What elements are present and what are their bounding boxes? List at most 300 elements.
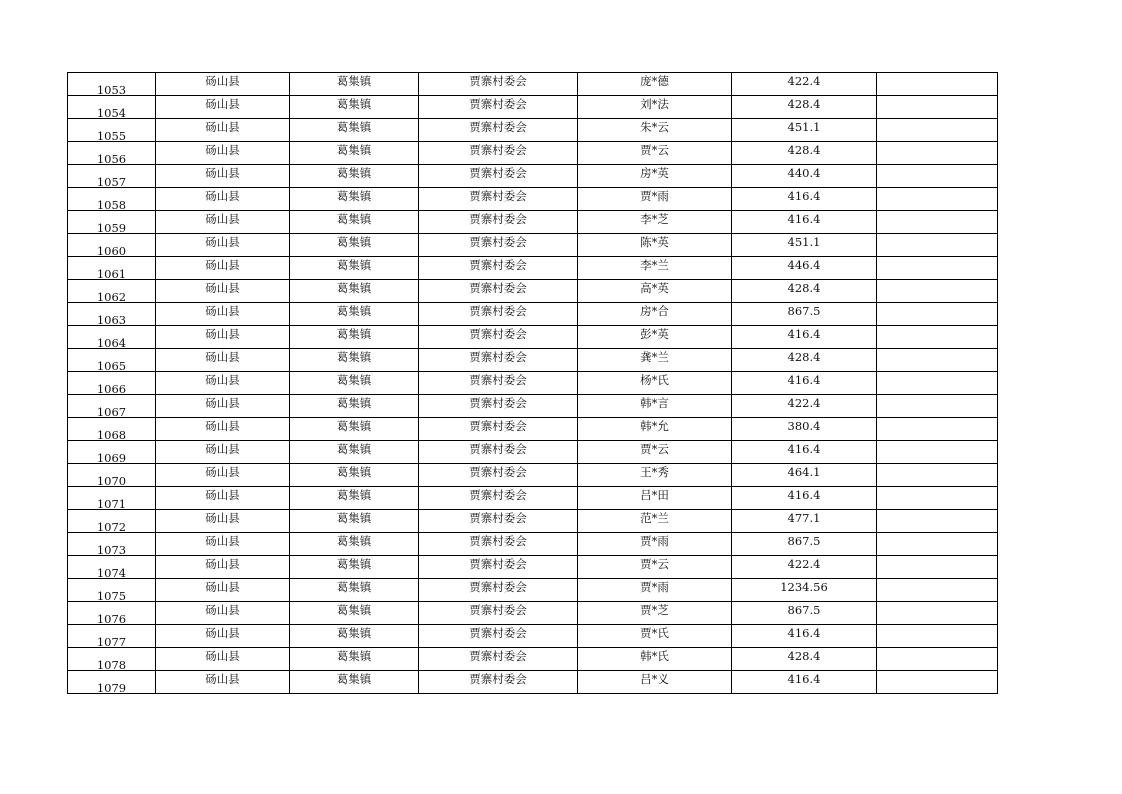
amount-cell-text: 451.1 bbox=[787, 120, 821, 134]
county-cell bbox=[156, 165, 290, 188]
amount-cell bbox=[732, 602, 877, 625]
amount-cell-text: 428.4 bbox=[787, 281, 821, 295]
town-cell-text: 葛集镇 bbox=[336, 327, 372, 341]
village-committee-cell bbox=[419, 119, 578, 142]
table-row bbox=[68, 418, 998, 441]
remark-cell bbox=[877, 211, 998, 234]
row-number-cell bbox=[68, 165, 156, 188]
village-committee-cell bbox=[419, 487, 578, 510]
person-name-cell bbox=[578, 142, 732, 165]
county-cell bbox=[156, 487, 290, 510]
table-row bbox=[68, 73, 998, 96]
remark-cell bbox=[877, 303, 998, 326]
amount-cell bbox=[732, 579, 877, 602]
county-cell bbox=[156, 188, 290, 211]
person-name-cell-text: 贾*云 bbox=[640, 442, 669, 456]
town-cell-text: 葛集镇 bbox=[336, 396, 372, 410]
town-cell bbox=[290, 556, 419, 579]
table-row bbox=[68, 234, 998, 257]
person-name-cell-text: 刘*法 bbox=[640, 97, 669, 111]
person-name-cell bbox=[578, 234, 732, 257]
town-cell-text: 葛集镇 bbox=[336, 626, 372, 640]
amount-cell-text: 464.1 bbox=[787, 465, 821, 479]
remark-cell bbox=[877, 395, 998, 418]
county-cell bbox=[156, 441, 290, 464]
town-cell bbox=[290, 625, 419, 648]
remark-cell bbox=[877, 165, 998, 188]
amount-cell bbox=[732, 211, 877, 234]
village-committee-cell bbox=[419, 165, 578, 188]
county-cell bbox=[156, 326, 290, 349]
row-number-cell-text: 1054 bbox=[96, 106, 127, 119]
person-name-cell bbox=[578, 464, 732, 487]
town-cell bbox=[290, 211, 419, 234]
amount-cell-text: 451.1 bbox=[787, 235, 821, 249]
village-committee-cell bbox=[419, 579, 578, 602]
person-name-cell-text: 范*兰 bbox=[640, 511, 669, 525]
town-cell bbox=[290, 73, 419, 96]
amount-cell-text: 446.4 bbox=[787, 258, 821, 272]
village-committee-cell bbox=[419, 625, 578, 648]
row-number-cell-text: 1072 bbox=[96, 520, 127, 533]
table-row bbox=[68, 625, 998, 648]
amount-cell bbox=[732, 671, 877, 694]
amount-cell bbox=[732, 234, 877, 257]
row-number-cell bbox=[68, 372, 156, 395]
row-number-cell-text: 1053 bbox=[96, 83, 127, 96]
village-committee-cell-text: 贾寨村委会 bbox=[469, 534, 527, 548]
person-name-cell bbox=[578, 165, 732, 188]
row-number-cell bbox=[68, 280, 156, 303]
person-name-cell bbox=[578, 257, 732, 280]
village-committee-cell-text: 贾寨村委会 bbox=[469, 419, 527, 433]
county-cell-text: 砀山县 bbox=[205, 626, 240, 640]
row-number-cell-text: 1055 bbox=[96, 129, 127, 142]
town-cell-text: 葛集镇 bbox=[336, 350, 372, 364]
person-name-cell-text: 贾*雨 bbox=[640, 534, 669, 548]
village-committee-cell-text: 贾寨村委会 bbox=[469, 442, 527, 456]
remark-cell bbox=[877, 671, 998, 694]
town-cell bbox=[290, 96, 419, 119]
village-committee-cell bbox=[419, 441, 578, 464]
row-number-cell-text: 1056 bbox=[96, 152, 127, 165]
amount-cell bbox=[732, 257, 877, 280]
county-cell-text: 砀山县 bbox=[205, 557, 240, 571]
person-name-cell bbox=[578, 418, 732, 441]
remark-cell bbox=[877, 349, 998, 372]
town-cell-text: 葛集镇 bbox=[336, 511, 372, 525]
town-cell-text: 葛集镇 bbox=[336, 189, 372, 203]
village-committee-cell-text: 贾寨村委会 bbox=[469, 189, 527, 203]
row-number-cell bbox=[68, 119, 156, 142]
row-number-cell bbox=[68, 464, 156, 487]
county-cell bbox=[156, 211, 290, 234]
village-committee-cell bbox=[419, 303, 578, 326]
village-committee-cell-text: 贾寨村委会 bbox=[469, 281, 527, 295]
amount-cell bbox=[732, 441, 877, 464]
county-cell-text: 砀山县 bbox=[205, 649, 240, 663]
person-name-cell-text: 韩*言 bbox=[640, 396, 669, 410]
person-name-cell-text: 贾*雨 bbox=[640, 580, 669, 594]
village-committee-cell bbox=[419, 211, 578, 234]
person-name-cell bbox=[578, 280, 732, 303]
row-number-cell bbox=[68, 671, 156, 694]
row-number-cell bbox=[68, 73, 156, 96]
row-number-cell bbox=[68, 418, 156, 441]
county-cell bbox=[156, 119, 290, 142]
village-committee-cell-text: 贾寨村委会 bbox=[469, 74, 527, 88]
table-row bbox=[68, 142, 998, 165]
amount-cell-text: 380.4 bbox=[787, 419, 821, 433]
row-number-cell-text: 1076 bbox=[96, 612, 127, 625]
row-number-cell-text: 1059 bbox=[96, 221, 127, 234]
amount-cell-text: 416.4 bbox=[787, 672, 821, 686]
row-number-cell-text: 1067 bbox=[96, 405, 127, 418]
village-committee-cell-text: 贾寨村委会 bbox=[469, 327, 527, 341]
table-row bbox=[68, 257, 998, 280]
person-name-cell bbox=[578, 303, 732, 326]
person-name-cell-text: 贾*云 bbox=[640, 557, 669, 571]
amount-cell-text: 867.5 bbox=[787, 603, 821, 617]
town-cell-text: 葛集镇 bbox=[336, 580, 372, 594]
row-number-cell bbox=[68, 349, 156, 372]
county-cell bbox=[156, 602, 290, 625]
town-cell-text: 葛集镇 bbox=[336, 649, 372, 663]
village-committee-cell-text: 贾寨村委会 bbox=[469, 304, 527, 318]
amount-cell bbox=[732, 510, 877, 533]
row-number-cell bbox=[68, 257, 156, 280]
row-number-cell-text: 1066 bbox=[96, 382, 127, 395]
row-number-cell-text: 1077 bbox=[96, 635, 127, 648]
amount-cell-text: 867.5 bbox=[787, 534, 821, 548]
town-cell-text: 葛集镇 bbox=[336, 143, 372, 157]
town-cell-text: 葛集镇 bbox=[336, 281, 372, 295]
village-committee-cell bbox=[419, 510, 578, 533]
village-committee-cell-text: 贾寨村委会 bbox=[469, 166, 527, 180]
person-name-cell-text: 彭*英 bbox=[640, 327, 669, 341]
county-cell-text: 砀山县 bbox=[205, 465, 240, 479]
county-cell-text: 砀山县 bbox=[205, 166, 240, 180]
village-committee-cell-text: 贾寨村委会 bbox=[469, 649, 527, 663]
table-body bbox=[68, 73, 998, 694]
person-name-cell-text: 吕*田 bbox=[640, 488, 669, 502]
person-name-cell-text: 杨*氏 bbox=[640, 373, 669, 387]
row-number-cell-text: 1057 bbox=[96, 175, 127, 188]
county-cell-text: 砀山县 bbox=[205, 212, 240, 226]
remark-cell bbox=[877, 96, 998, 119]
row-number-cell bbox=[68, 625, 156, 648]
town-cell-text: 葛集镇 bbox=[336, 534, 372, 548]
village-committee-cell-text: 贾寨村委会 bbox=[469, 396, 527, 410]
county-cell-text: 砀山县 bbox=[205, 235, 240, 249]
amount-cell-text: 416.4 bbox=[787, 373, 821, 387]
row-number-cell-text: 1074 bbox=[96, 566, 127, 579]
amount-cell bbox=[732, 556, 877, 579]
table-row bbox=[68, 487, 998, 510]
remark-cell bbox=[877, 510, 998, 533]
person-name-cell bbox=[578, 671, 732, 694]
amount-cell-text: 416.4 bbox=[787, 212, 821, 226]
person-name-cell bbox=[578, 487, 732, 510]
village-committee-cell-text: 贾寨村委会 bbox=[469, 603, 527, 617]
amount-cell bbox=[732, 119, 877, 142]
person-name-cell-text: 贾*氏 bbox=[640, 626, 669, 640]
person-name-cell bbox=[578, 602, 732, 625]
village-committee-cell bbox=[419, 326, 578, 349]
town-cell-text: 葛集镇 bbox=[336, 373, 372, 387]
town-cell-text: 葛集镇 bbox=[336, 419, 372, 433]
county-cell-text: 砀山县 bbox=[205, 120, 240, 134]
person-name-cell bbox=[578, 119, 732, 142]
person-name-cell bbox=[578, 510, 732, 533]
person-name-cell bbox=[578, 441, 732, 464]
amount-cell bbox=[732, 303, 877, 326]
county-cell-text: 砀山县 bbox=[205, 281, 240, 295]
amount-cell bbox=[732, 625, 877, 648]
remark-cell bbox=[877, 487, 998, 510]
county-cell bbox=[156, 372, 290, 395]
village-committee-cell-text: 贾寨村委会 bbox=[469, 465, 527, 479]
table-row bbox=[68, 464, 998, 487]
row-number-cell bbox=[68, 510, 156, 533]
village-committee-cell-text: 贾寨村委会 bbox=[469, 373, 527, 387]
county-cell-text: 砀山县 bbox=[205, 534, 240, 548]
town-cell bbox=[290, 165, 419, 188]
amount-cell bbox=[732, 73, 877, 96]
row-number-cell bbox=[68, 326, 156, 349]
village-committee-cell bbox=[419, 533, 578, 556]
person-name-cell-text: 陈*英 bbox=[640, 235, 669, 249]
village-committee-cell bbox=[419, 372, 578, 395]
person-name-cell-text: 韩*允 bbox=[640, 419, 669, 433]
amount-cell bbox=[732, 487, 877, 510]
row-number-cell bbox=[68, 602, 156, 625]
county-cell bbox=[156, 533, 290, 556]
person-name-cell-text: 房*英 bbox=[640, 166, 669, 180]
table-row bbox=[68, 280, 998, 303]
table-row bbox=[68, 395, 998, 418]
person-name-cell bbox=[578, 648, 732, 671]
amount-cell-text: 416.4 bbox=[787, 626, 821, 640]
row-number-cell-text: 1073 bbox=[96, 543, 127, 556]
town-cell bbox=[290, 119, 419, 142]
amount-cell-text: 867.5 bbox=[787, 304, 821, 318]
county-cell-text: 砀山县 bbox=[205, 189, 240, 203]
person-name-cell-text: 房*合 bbox=[640, 304, 669, 318]
remark-cell bbox=[877, 142, 998, 165]
town-cell-text: 葛集镇 bbox=[336, 304, 372, 318]
county-cell-text: 砀山县 bbox=[205, 603, 240, 617]
row-number-cell-text: 1070 bbox=[96, 474, 127, 487]
county-cell-text: 砀山县 bbox=[205, 74, 240, 88]
row-number-cell-text: 1060 bbox=[96, 244, 127, 257]
amount-cell bbox=[732, 165, 877, 188]
amount-cell-text: 428.4 bbox=[787, 649, 821, 663]
person-name-cell-text: 贾*雨 bbox=[640, 189, 669, 203]
row-number-cell bbox=[68, 533, 156, 556]
table-row bbox=[68, 556, 998, 579]
remark-cell bbox=[877, 579, 998, 602]
person-name-cell bbox=[578, 395, 732, 418]
remark-cell bbox=[877, 441, 998, 464]
county-cell bbox=[156, 556, 290, 579]
table-row bbox=[68, 96, 998, 119]
table-row bbox=[68, 119, 998, 142]
row-number-cell bbox=[68, 142, 156, 165]
table-row bbox=[68, 372, 998, 395]
remark-cell bbox=[877, 188, 998, 211]
town-cell-text: 葛集镇 bbox=[336, 120, 372, 134]
remark-cell bbox=[877, 464, 998, 487]
county-cell bbox=[156, 579, 290, 602]
remark-cell bbox=[877, 533, 998, 556]
county-cell-text: 砀山县 bbox=[205, 396, 240, 410]
row-number-cell-text: 1071 bbox=[96, 497, 127, 510]
person-name-cell-text: 韩*氏 bbox=[640, 649, 669, 663]
person-name-cell-text: 李*芝 bbox=[640, 212, 669, 226]
village-committee-cell bbox=[419, 395, 578, 418]
town-cell bbox=[290, 418, 419, 441]
village-committee-cell-text: 贾寨村委会 bbox=[469, 511, 527, 525]
village-committee-cell bbox=[419, 280, 578, 303]
county-cell bbox=[156, 257, 290, 280]
table-row bbox=[68, 602, 998, 625]
table-row bbox=[68, 349, 998, 372]
village-committee-cell-text: 贾寨村委会 bbox=[469, 350, 527, 364]
amount-cell-text: 416.4 bbox=[787, 442, 821, 456]
person-name-cell bbox=[578, 96, 732, 119]
village-committee-cell-text: 贾寨村委会 bbox=[469, 235, 527, 249]
table-row bbox=[68, 579, 998, 602]
remark-cell bbox=[877, 257, 998, 280]
amount-cell bbox=[732, 418, 877, 441]
remark-cell bbox=[877, 326, 998, 349]
county-cell bbox=[156, 510, 290, 533]
town-cell-text: 葛集镇 bbox=[336, 488, 372, 502]
village-committee-cell-text: 贾寨村委会 bbox=[469, 580, 527, 594]
remark-cell bbox=[877, 372, 998, 395]
county-cell bbox=[156, 349, 290, 372]
row-number-cell bbox=[68, 234, 156, 257]
table-row bbox=[68, 671, 998, 694]
row-number-cell-text: 1079 bbox=[96, 681, 127, 694]
amount-cell bbox=[732, 464, 877, 487]
county-cell-text: 砀山县 bbox=[205, 373, 240, 387]
amount-cell bbox=[732, 96, 877, 119]
amount-cell bbox=[732, 533, 877, 556]
town-cell-text: 葛集镇 bbox=[336, 212, 372, 226]
town-cell-text: 葛集镇 bbox=[336, 258, 372, 272]
amount-cell bbox=[732, 372, 877, 395]
row-number-cell-text: 1068 bbox=[96, 428, 127, 441]
row-number-cell bbox=[68, 96, 156, 119]
town-cell-text: 葛集镇 bbox=[336, 442, 372, 456]
table-row bbox=[68, 533, 998, 556]
table-row bbox=[68, 303, 998, 326]
remark-cell bbox=[877, 119, 998, 142]
amount-cell bbox=[732, 280, 877, 303]
village-committee-cell bbox=[419, 418, 578, 441]
table-row bbox=[68, 188, 998, 211]
town-cell bbox=[290, 188, 419, 211]
person-name-cell-text: 王*秀 bbox=[640, 465, 669, 479]
table-row bbox=[68, 510, 998, 533]
amount-cell-text: 422.4 bbox=[787, 74, 821, 88]
town-cell bbox=[290, 602, 419, 625]
town-cell bbox=[290, 257, 419, 280]
row-number-cell bbox=[68, 303, 156, 326]
row-number-cell bbox=[68, 487, 156, 510]
village-committee-cell-text: 贾寨村委会 bbox=[469, 626, 527, 640]
county-cell bbox=[156, 234, 290, 257]
county-cell-text: 砀山县 bbox=[205, 511, 240, 525]
amount-cell-text: 428.4 bbox=[787, 143, 821, 157]
village-committee-cell bbox=[419, 671, 578, 694]
row-number-cell bbox=[68, 441, 156, 464]
village-committee-cell-text: 贾寨村委会 bbox=[469, 557, 527, 571]
town-cell bbox=[290, 441, 419, 464]
row-number-cell-text: 1058 bbox=[96, 198, 127, 211]
person-name-cell-text: 李*兰 bbox=[640, 258, 669, 272]
village-committee-cell-text: 贾寨村委会 bbox=[469, 258, 527, 272]
county-cell-text: 砀山县 bbox=[205, 672, 240, 686]
town-cell-text: 葛集镇 bbox=[336, 97, 372, 111]
village-committee-cell bbox=[419, 349, 578, 372]
row-number-cell-text: 1078 bbox=[96, 658, 127, 671]
village-committee-cell bbox=[419, 73, 578, 96]
town-cell-text: 葛集镇 bbox=[336, 672, 372, 686]
town-cell bbox=[290, 142, 419, 165]
subsidy-table bbox=[67, 72, 998, 694]
county-cell bbox=[156, 96, 290, 119]
town-cell bbox=[290, 648, 419, 671]
town-cell-text: 葛集镇 bbox=[336, 603, 372, 617]
table-row bbox=[68, 211, 998, 234]
person-name-cell bbox=[578, 579, 732, 602]
person-name-cell-text: 贾*芝 bbox=[640, 603, 669, 617]
table-row bbox=[68, 165, 998, 188]
row-number-cell bbox=[68, 556, 156, 579]
county-cell-text: 砀山县 bbox=[205, 419, 240, 433]
county-cell bbox=[156, 303, 290, 326]
remark-cell bbox=[877, 73, 998, 96]
person-name-cell-text: 吕*义 bbox=[640, 672, 669, 686]
county-cell bbox=[156, 671, 290, 694]
amount-cell-text: 477.1 bbox=[787, 511, 821, 525]
town-cell-text: 葛集镇 bbox=[336, 166, 372, 180]
village-committee-cell bbox=[419, 648, 578, 671]
row-number-cell-text: 1063 bbox=[96, 313, 127, 326]
amount-cell-text: 416.4 bbox=[787, 327, 821, 341]
person-name-cell bbox=[578, 326, 732, 349]
county-cell bbox=[156, 280, 290, 303]
person-name-cell-text: 朱*云 bbox=[640, 120, 669, 134]
person-name-cell bbox=[578, 211, 732, 234]
amount-cell-text: 416.4 bbox=[787, 189, 821, 203]
amount-cell bbox=[732, 648, 877, 671]
person-name-cell bbox=[578, 188, 732, 211]
table-row bbox=[68, 441, 998, 464]
village-committee-cell-text: 贾寨村委会 bbox=[469, 488, 527, 502]
remark-cell bbox=[877, 556, 998, 579]
village-committee-cell bbox=[419, 96, 578, 119]
town-cell bbox=[290, 372, 419, 395]
village-committee-cell bbox=[419, 142, 578, 165]
town-cell-text: 葛集镇 bbox=[336, 557, 372, 571]
village-committee-cell-text: 贾寨村委会 bbox=[469, 97, 527, 111]
village-committee-cell-text: 贾寨村委会 bbox=[469, 143, 527, 157]
county-cell-text: 砀山县 bbox=[205, 327, 240, 341]
